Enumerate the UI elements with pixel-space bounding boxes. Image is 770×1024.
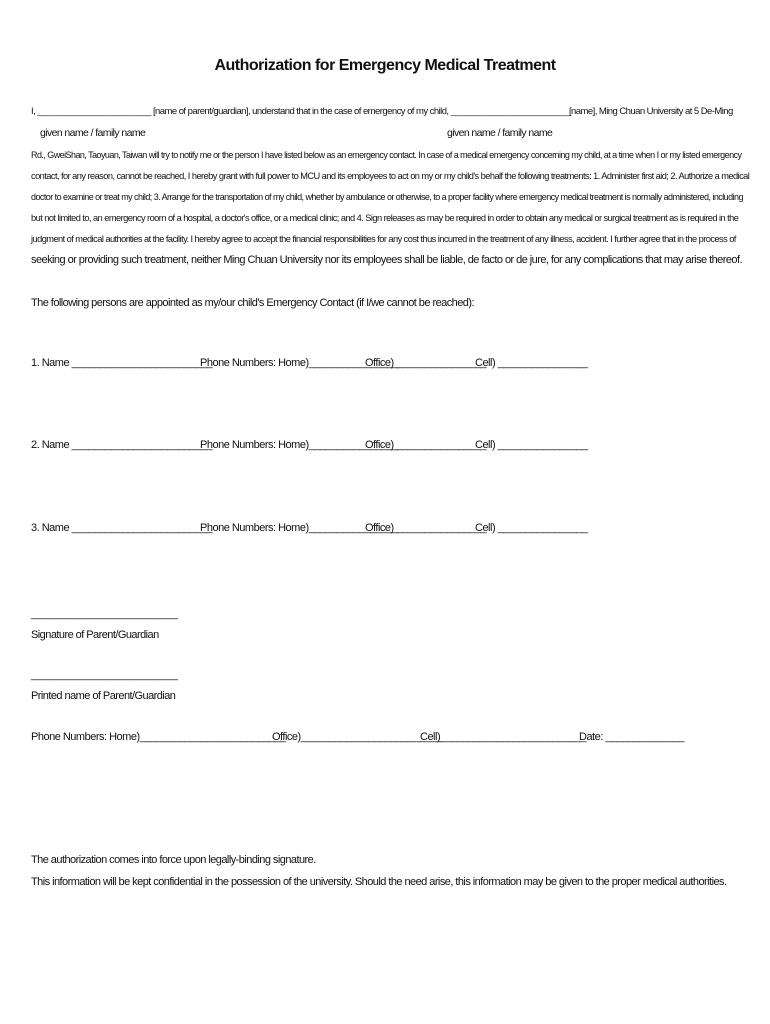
contact-home-phone-field[interactable]: Phone Numbers: Home)________________: [200, 439, 399, 451]
paragraph-line-5: but not limited to, an emergency room of a hospital, a doctor's office, or a medical clinic; and 4. Sign releases as may be required in order to obtain any medical or surgical treatment as is required in the: [31, 213, 739, 223]
contact-name-field[interactable]: 1. Name _________________________: [31, 357, 213, 369]
paragraph-line-3: contact, for any reason, cannot be reached, I hereby grant with full power to MCU and its employees to act on my or my child's behalf the following treatments: 1. Administer first aid; 2. Authorize a medical: [31, 171, 750, 181]
date-field[interactable]: Date: ______________: [579, 731, 684, 743]
guardian-home-phone-field[interactable]: Phone Numbers: Home)__________________________: [31, 731, 286, 743]
name-hint-right: given name / family name: [447, 127, 553, 139]
contact-office-phone-field[interactable]: Office) ________________: [365, 522, 487, 534]
contact-office-phone-field[interactable]: Office) ________________: [365, 439, 487, 451]
name-hint-left: given name / family name: [40, 127, 146, 139]
footer-line-1: The authorization comes into force upon legally-binding signature.: [31, 854, 316, 866]
contact-cell-phone-field[interactable]: Cell) ________________: [475, 357, 588, 369]
contact-name-field[interactable]: 2. Name _________________________: [31, 439, 213, 451]
document-title: Authorization for Emergency Medical Treatment: [214, 57, 556, 74]
contact-name-field[interactable]: 3. Name _________________________: [31, 522, 213, 534]
signature-line[interactable]: ________________________: [31, 608, 178, 620]
contact-cell-phone-field[interactable]: Cell) ________________: [475, 522, 588, 534]
footer-line-2: This information will be kept confidential in the possession of the university. Should the need arise, this information may be given to the proper medical authorities.: [31, 876, 727, 888]
contact-home-phone-field[interactable]: Phone Numbers: Home)________________: [200, 357, 399, 369]
contact-office-phone-field[interactable]: Office) ________________: [365, 357, 487, 369]
paragraph-line-7: seeking or providing such treatment, neither Ming Chuan University nor its employees shall be liable, de facto or de jure, for any complications that may arise thereof.: [31, 254, 743, 266]
signature-label: Signature of Parent/Guardian: [31, 629, 159, 641]
paragraph-line-4: doctor to examine or treat my child; 3. Arrange for the transportation of my child, whether by ambulance or otherwise, to a proper facility where emergency medical treatment is normally administered, including: [31, 192, 743, 202]
contacts-intro: The following persons are appointed as my/our child's Emergency Contact (if I/we cannot be reached):: [31, 297, 474, 309]
guardian-office-phone-field[interactable]: Office)_________________________: [272, 731, 442, 743]
printed-name-line[interactable]: ________________________: [31, 669, 178, 681]
paragraph-line-1: I, ________________________ [name of parent/guardian], understand that in the case of emergency of my child, _________________________[name], Ming Chuan University at 5 De-Ming: [31, 106, 733, 117]
printed-name-label: Printed name of Parent/Guardian: [31, 690, 176, 702]
paragraph-line-2: Rd., GweiShan, Taoyuan, Taiwan will try to notify me or the person I have listed below as an emergency contact. In case of a medical emergency concerning my child, at a time when I or my listed emergency: [31, 150, 742, 160]
paragraph-line-6: judgment of medical authorities at the facility. I hereby agree to accept the financial responsibilities for any cost thus incurred in the treatment of any illness, accident. I further agree that in the process of: [31, 234, 736, 244]
guardian-cell-phone-field[interactable]: Cell)__________________________: [420, 731, 587, 743]
contact-cell-phone-field[interactable]: Cell) ________________: [475, 439, 588, 451]
contact-home-phone-field[interactable]: Phone Numbers: Home)________________: [200, 522, 399, 534]
